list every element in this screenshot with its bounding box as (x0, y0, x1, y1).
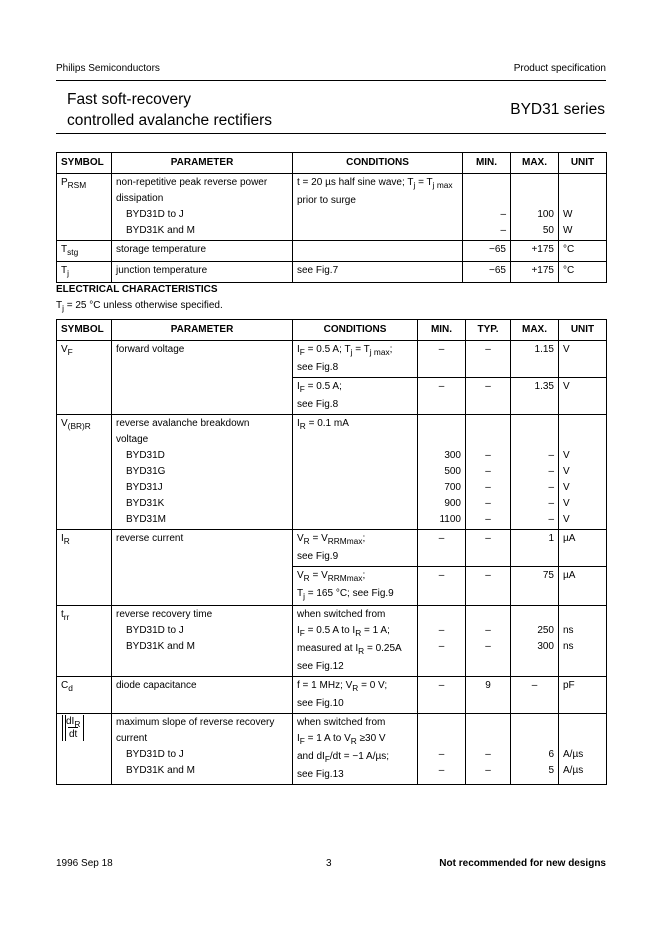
column-header: MAX. (511, 320, 559, 341)
text-fragment: = T (415, 177, 433, 188)
table-cell (293, 415, 418, 530)
text-fragment: BYD31K and M (126, 641, 195, 652)
text-fragment: t (61, 609, 64, 620)
table-cell: – (466, 567, 511, 606)
text-fragment: 300 (444, 450, 461, 461)
text-fragment: current (116, 733, 148, 744)
text-fragment: – (485, 641, 491, 652)
text-fragment: R (350, 736, 357, 746)
text-fragment: reverse recovery time (116, 609, 213, 620)
text-fragment: = 0.1 mA (305, 418, 349, 429)
text-fragment: ≥30 V (356, 733, 386, 744)
text-fragment: T (61, 265, 68, 276)
table-cell: µA (559, 567, 607, 606)
table-cell (57, 415, 112, 530)
text-fragment: 6 (548, 749, 554, 760)
table-cell: diode capacitance (112, 677, 293, 714)
text-fragment: V (297, 533, 304, 544)
text-fragment: ; (362, 533, 366, 544)
document-type: Product specification (513, 63, 606, 74)
text-fragment: BYD31D (126, 450, 165, 461)
text-fragment: 900 (444, 498, 461, 509)
text-fragment: RRMmax (327, 573, 363, 583)
table-cell: reverse current (112, 530, 293, 606)
text-fragment: j max (432, 180, 453, 190)
table-cell: see Fig.7 (293, 262, 463, 283)
table-cell (559, 415, 607, 530)
text-fragment (470, 607, 506, 623)
text-fragment (297, 379, 413, 397)
text-fragment: F (67, 347, 73, 357)
text-fragment (515, 416, 554, 432)
text-fragment: 300 (537, 641, 554, 652)
table-cell (57, 606, 112, 677)
text-fragment: R (355, 628, 362, 638)
text-fragment (515, 731, 554, 747)
text-fragment: see Fig.9 (297, 551, 339, 562)
table-cell: °C (559, 262, 607, 283)
text-fragment: BYD31M (126, 514, 167, 525)
table-cell: 1.15 (511, 341, 559, 378)
table-cell (418, 714, 466, 785)
table-row-prsm (57, 174, 607, 241)
table-cell: +175 (511, 241, 559, 262)
text-fragment: V (563, 482, 570, 493)
text-fragment: R (63, 536, 70, 546)
text-fragment: V (297, 570, 304, 581)
text-fragment (515, 175, 554, 191)
table-cell (293, 567, 418, 606)
text-fragment: dt (69, 729, 78, 740)
text-fragment (297, 678, 413, 696)
table-cell: – (511, 677, 559, 714)
table-row-vbr (57, 415, 607, 530)
text-fragment (62, 715, 63, 741)
text-fragment (563, 191, 602, 207)
company-name: Philips Semiconductors (56, 63, 160, 74)
derivative-symbol (61, 715, 85, 741)
text-fragment: = 25 °C unless otherwise specified. (63, 300, 223, 311)
text-fragment (515, 432, 554, 448)
text-fragment: dI (66, 716, 75, 727)
table-cell: µA (559, 530, 607, 567)
header-rule (56, 80, 606, 81)
text-fragment: A/µs (563, 749, 584, 760)
text-fragment: rr (63, 612, 70, 622)
limiting-values-table (56, 152, 607, 283)
text-fragment: F (299, 628, 305, 638)
text-fragment: V (61, 344, 68, 355)
text-fragment: I (297, 344, 300, 355)
text-fragment (470, 731, 506, 747)
text-fragment: = 0 V; (358, 680, 388, 691)
text-fragment: – (485, 450, 491, 461)
column-header: PARAMETER (112, 320, 293, 341)
table-cell (293, 378, 418, 415)
table-cell (511, 714, 559, 785)
text-fragment (515, 715, 554, 731)
text-fragment (467, 191, 506, 207)
text-fragment: = 0.5 A to I (304, 625, 356, 636)
text-fragment: – (548, 482, 554, 493)
column-header: MIN. (418, 320, 466, 341)
table-cell: 9 (466, 677, 511, 714)
text-fragment: – (485, 482, 491, 493)
text-fragment: voltage (116, 434, 149, 445)
text-fragment (467, 175, 506, 191)
table-cell: – (466, 378, 511, 415)
text-fragment: see Fig.12 (297, 661, 344, 672)
text-fragment (563, 715, 602, 731)
text-fragment: stg (67, 247, 79, 257)
text-fragment: when switched from (297, 717, 386, 728)
text-fragment: C (61, 680, 69, 691)
text-fragment: I (297, 625, 300, 636)
text-fragment: – (548, 498, 554, 509)
text-fragment: R (358, 646, 365, 656)
table-cell (57, 530, 112, 606)
text-fragment: j (62, 303, 64, 313)
text-fragment: – (500, 209, 506, 220)
column-header: UNIT (559, 320, 607, 341)
section-heading: ELECTRICAL CHARACTERISTICS (56, 284, 218, 295)
text-fragment (515, 607, 554, 623)
text-fragment: = 0.5 A; (304, 381, 342, 392)
text-fragment: = T (352, 344, 370, 355)
text-fragment: – (485, 765, 491, 776)
text-fragment: – (548, 514, 554, 525)
text-fragment: d (68, 683, 73, 693)
table-cell: junction temperature (112, 262, 293, 283)
parameter-cell (112, 174, 293, 241)
col-conditions: CONDITIONS (293, 153, 463, 174)
text-fragment (297, 623, 413, 641)
text-fragment: – (438, 625, 445, 636)
text-fragment: – (438, 749, 445, 760)
text-fragment: V (563, 466, 570, 477)
text-fragment (422, 607, 461, 623)
table-cell (466, 415, 511, 530)
text-fragment: (BR)R (67, 421, 91, 431)
table-cell (57, 341, 112, 415)
text-fragment (297, 586, 413, 604)
text-fragment: R (303, 573, 310, 583)
text-fragment: j max (369, 347, 390, 357)
col-min: MIN. (463, 153, 511, 174)
text-fragment: BYD31K and M (126, 765, 195, 776)
table-cell: +175 (511, 262, 559, 283)
text-fragment: V (563, 498, 570, 509)
table-cell (293, 241, 463, 262)
table-header-row (57, 320, 607, 341)
text-fragment: W (563, 225, 573, 236)
min-cell (463, 174, 511, 241)
text-fragment: – (500, 225, 506, 236)
text-fragment: 250 (537, 625, 554, 636)
text-fragment: ns (563, 641, 574, 652)
text-fragment: see Fig.13 (297, 769, 344, 780)
text-fragment: – (438, 765, 445, 776)
table-cell: forward voltage (112, 341, 293, 415)
text-fragment: F (299, 384, 305, 394)
table-cell: −65 (463, 241, 511, 262)
text-fragment: = 1 A to V (304, 733, 351, 744)
text-fragment: ; (389, 344, 393, 355)
footer-date: 1996 Sep 18 (56, 858, 113, 869)
text-fragment: I (297, 418, 300, 429)
table-row-slope (57, 714, 607, 785)
table-cell: −65 (463, 262, 511, 283)
text-fragment (563, 416, 602, 432)
table-cell: V (559, 378, 607, 415)
text-fragment: ns (563, 625, 574, 636)
text-fragment (470, 416, 506, 432)
table-cell (293, 341, 418, 378)
text-fragment: – (485, 625, 491, 636)
title-line-1: Fast soft-recovery (67, 91, 192, 108)
text-fragment: BYD31D to J (126, 625, 184, 636)
text-fragment: R (299, 421, 306, 431)
table-header-row (57, 153, 607, 174)
text-fragment: RRMmax (327, 536, 363, 546)
column-header: SYMBOL (57, 320, 112, 341)
text-fragment (422, 432, 461, 448)
table-cell (466, 606, 511, 677)
text-fragment: I (297, 733, 300, 744)
table-cell (57, 241, 112, 262)
table-row-cd (57, 677, 607, 714)
text-fragment: I (297, 381, 300, 392)
text-fragment: R (303, 536, 310, 546)
text-fragment: see Fig.8 (297, 362, 339, 373)
text-fragment: F (299, 736, 305, 746)
table-cell: °C (559, 241, 607, 262)
text-fragment: non-repetitive peak reverse power dissipation (116, 177, 268, 204)
column-header: TYP. (466, 320, 511, 341)
table-cell (511, 415, 559, 530)
text-fragment (297, 749, 413, 767)
text-fragment: – (485, 498, 491, 509)
conditions-cell (293, 174, 463, 241)
table-cell: – (466, 341, 511, 378)
table-cell: – (418, 567, 466, 606)
table-cell (418, 606, 466, 677)
max-cell (511, 174, 559, 241)
table-row-trr (57, 606, 607, 677)
text-fragment: BYD31D to J (126, 749, 184, 760)
table-cell: 1.35 (511, 378, 559, 415)
table-cell (293, 677, 418, 714)
table-cell (466, 714, 511, 785)
table-cell: – (466, 530, 511, 567)
text-fragment: RSM (67, 180, 87, 190)
text-fragment: = V (309, 533, 328, 544)
table-cell (559, 606, 607, 677)
table-cell (57, 677, 112, 714)
table-row-ir (57, 530, 607, 567)
text-fragment: F (324, 754, 330, 764)
text-fragment: BYD31J (126, 482, 163, 493)
text-fragment: 50 (542, 225, 554, 236)
text-fragment: reverse avalanche breakdown (116, 418, 250, 429)
table-cell (112, 415, 293, 530)
col-parameter: PARAMETER (112, 153, 293, 174)
table-row-tstg (57, 241, 607, 262)
slope-symbol-cell (57, 714, 112, 785)
text-fragment: W (563, 209, 573, 220)
text-fragment (297, 175, 458, 193)
text-fragment: V (61, 418, 68, 429)
text-fragment: T (297, 588, 304, 599)
text-fragment (422, 715, 461, 731)
text-fragment: – (548, 450, 554, 461)
text-fragment: t = 20 µs half sine wave; T (297, 177, 414, 188)
text-fragment (563, 175, 602, 191)
text-fragment: – (485, 749, 491, 760)
table-cell (57, 262, 112, 283)
footer-notice: Not recommended for new designs (439, 858, 606, 869)
text-fragment: j (350, 347, 353, 357)
text-fragment (297, 641, 413, 659)
table-cell: – (418, 378, 466, 415)
text-fragment (515, 191, 554, 207)
table-cell (112, 714, 293, 785)
text-fragment: j (413, 180, 416, 190)
text-fragment: when switched from (297, 609, 386, 620)
text-fragment: and dI (297, 751, 325, 762)
table-cell (293, 530, 418, 567)
text-fragment: V (563, 514, 570, 525)
table-cell (293, 714, 418, 785)
text-fragment (297, 531, 413, 549)
text-fragment: = V (309, 570, 328, 581)
electrical-table (56, 319, 607, 785)
text-fragment: A/µs (563, 765, 584, 776)
text-fragment: 700 (444, 482, 461, 493)
table-cell: V (559, 341, 607, 378)
text-fragment: T (56, 300, 63, 311)
col-symbol: SYMBOL (57, 153, 112, 174)
table-cell: 75 (511, 567, 559, 606)
column-header: CONDITIONS (293, 320, 418, 341)
table-row-vf (57, 341, 607, 378)
text-fragment: – (485, 514, 491, 525)
text-fragment (422, 731, 461, 747)
page-title (67, 89, 272, 131)
text-fragment: 500 (444, 466, 461, 477)
text-fragment (470, 715, 506, 731)
text-fragment: BYD31D to J (126, 209, 184, 220)
text-fragment: V (563, 450, 570, 461)
text-fragment: P (61, 177, 68, 188)
text-fragment: F (299, 347, 305, 357)
text-fragment: = 0.25A (364, 643, 402, 654)
table-cell (293, 606, 418, 677)
text-fragment: see Fig.10 (297, 698, 344, 709)
col-max: MAX. (511, 153, 559, 174)
text-fragment: 100 (537, 209, 554, 220)
text-fragment: – (485, 466, 491, 477)
section-note (56, 300, 223, 313)
text-fragment: BYD31G (126, 466, 166, 477)
text-fragment (297, 731, 413, 749)
text-fragment: BYD31K and M (126, 225, 195, 236)
text-fragment: R (352, 683, 359, 693)
text-fragment: /dt = −1 A/µs; (329, 751, 390, 762)
text-fragment: 1100 (439, 514, 461, 525)
text-fragment: = 0.5 A; T (304, 344, 351, 355)
unit-cell (559, 174, 607, 241)
text-fragment: j (303, 591, 305, 601)
table-cell (511, 606, 559, 677)
text-fragment: measured at I (297, 643, 359, 654)
table-cell: – (418, 677, 466, 714)
text-fragment: BYD31K (126, 498, 165, 509)
col-unit: UNIT (559, 153, 607, 174)
text-fragment: T (61, 244, 68, 255)
text-fragment (563, 731, 602, 747)
page-number: 3 (326, 858, 332, 869)
text-fragment: j (67, 268, 69, 278)
text-fragment: 5 (548, 765, 554, 776)
text-fragment: prior to surge (297, 195, 356, 206)
text-fragment: R (74, 719, 81, 729)
text-fragment (470, 432, 506, 448)
text-fragment (563, 432, 602, 448)
table-cell (559, 714, 607, 785)
text-fragment: – (548, 466, 554, 477)
text-fragment (297, 342, 413, 360)
title-rule (56, 133, 606, 134)
text-fragment: see Fig.8 (297, 399, 339, 410)
table-row-tj (57, 262, 607, 283)
text-fragment (297, 568, 413, 586)
text-fragment: maximum slope of reverse recovery (116, 717, 275, 728)
text-fragment: – (438, 641, 445, 652)
text-fragment (83, 715, 84, 741)
table-cell: – (418, 530, 466, 567)
text-fragment: ; (362, 570, 366, 581)
title-line-2: controlled avalanche rectifiers (67, 112, 273, 129)
text-fragment: = 1 A; (361, 625, 390, 636)
table-cell (112, 606, 293, 677)
series-name: BYD31 series (510, 101, 605, 118)
table-cell: storage temperature (112, 241, 293, 262)
text-fragment: = 165 °C; see Fig.9 (304, 588, 394, 599)
table-cell: – (418, 341, 466, 378)
text-fragment (563, 607, 602, 623)
table-cell: 1 (511, 530, 559, 567)
text-fragment (422, 416, 461, 432)
text-fragment: f = 1 MHz; V (297, 680, 353, 691)
text-fragment: I (61, 533, 64, 544)
symbol-cell (57, 174, 112, 241)
table-cell (418, 415, 466, 530)
table-cell: pF (559, 677, 607, 714)
